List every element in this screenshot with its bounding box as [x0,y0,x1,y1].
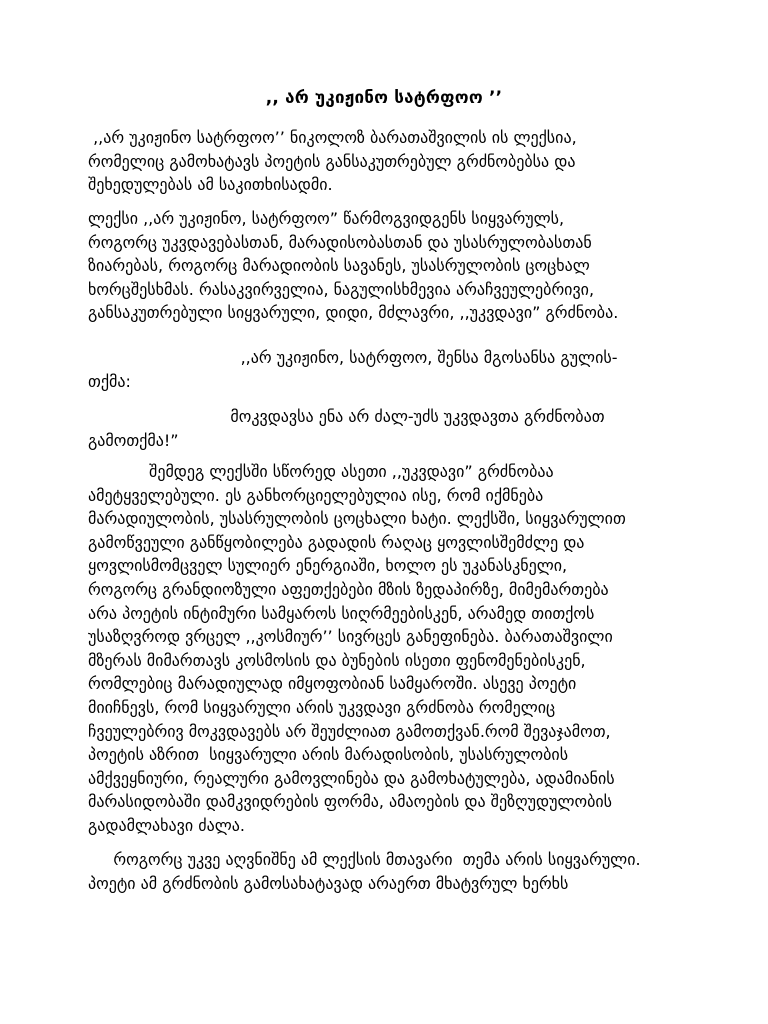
paragraph-line: მარადიულობის, უსასრულობის ცოცხალი ხატი. ლექსში, სიყვარულით [88,509,626,529]
paragraph-line: გამოწვეული განწყობილება გადადის რაღაც ყოვლისშემძლე და [88,532,585,552]
paragraph-line: ამქვეყნიური, რეალური გამოვლინება და გამოხატულება, ადამიანის [88,768,615,788]
paragraph-line: პოეტის აზრით სიყვარული არის მარადისობის, უსასრულობის [88,745,569,765]
analysis-paragraph [88,207,728,325]
closing-paragraph [88,848,728,895]
paragraph-line: რომლებიც მარადიულად იმყოფობიან სამყაროში. ასევე პოეტი [88,674,577,694]
paragraph-line: რომელიც გამოხატავს პოეტის განსაკუთრებულ გრძნობებსა და [88,151,576,171]
paragraph-line: უსაზღვროდ ვრცელ ,,კოსმიურ’’ სივრცეს განეფინება. ბარათაშვილი [88,627,613,647]
paragraph-line: როგორც გრანდიოზული აფეთქებები მზის ზედაპირზე, მიმემართება [88,579,609,599]
paragraph-line: ხორცშესხმას. რასაკვირველია, ნაგულისხმევია არაჩვეულებრივი, [88,279,595,299]
quote-line: ,,არ უკიჟინო, სატრფოო, შენსა მგოსანსა გულის- [88,348,618,367]
paragraph-line: ჩვეულებრივ მოკვდავებს არ შეუძლიათ გამოთქვან.რომ შევაჯამოთ, [88,721,611,741]
quote-verse-2 [88,405,728,452]
paragraph-line: განსაკუთრებული სიყვარული, დიდი, მძლავრი, ,,უკვდავი” გრძნობა. [88,303,619,323]
paragraph-line: ზიარებას, როგორც მარადიობის სავანეს, უსასრულობის ცოცხალ [88,256,590,276]
paragraph-line: შემდეგ ლექსში სწორედ ასეთი ,,უკვდავი” გრძნობაა [88,462,554,481]
paragraph-line: არა პოეტის ინტიმური სამყაროს სიღრმეებისკენ, არამედ თითქოს [88,603,595,623]
paragraph-line: მარასიდობაში დამკვიდრების ფორმა, ამაოების და შეზღუდულობის [88,792,612,812]
paragraph-line: მზერას მიმართავს კოსმოსის და ბუნების ისეთი ფენომენებისკენ, [88,650,586,670]
paragraph-line: გადამლახავი ძალა. [88,815,245,835]
paragraph-line: ,,არ უკიჟინო სატრფოო’’ ნიკოლოზ ბარათაშვილის ის ლექსია, [88,128,577,147]
paragraph-line: როგორც უკვე აღვნიშნე ამ ლექსის მთავარი თემა არის სიყვარული. [88,850,641,869]
quote-line: მოკვდავსა ენა არ ძალ-უძს უკვდავთა გრძნობათ [88,407,605,426]
quote-line: გამოთქმა!” [88,430,179,450]
paragraph-line: როგორც უკვდავებასთან, მარადისობასთან და უსასრულობასთან [88,232,592,252]
paragraph-line: ლექსი ,,არ უკიჟინო, სატრფოო” წარმოგვიდგენს სიყვარულს, [88,209,565,228]
paragraph-line: მიიჩნევს, რომ სიყვარული არის უკვდავი გრძნობა რომელიც [88,697,556,717]
quote-verse-1 [88,346,728,393]
paragraph-line: შეხედულებას ამ საკითხისადმი. [88,175,333,195]
paragraph-line: პოეტი ამ გრძნობის გამოსახატავად არაერთ მხატვრულ ხერხს [88,873,569,893]
paragraph-line: ყოვლისმომცველ სულიერ ენერგიაში, ხოლო ეს უკანასკნელი, [88,556,568,576]
paragraph-line: ამეტყველებული. ეს განხორციელებულია ისე, რომ იქმნება [88,485,544,505]
document-title: ,, არ უკიჟინო სატრფოო ’’ [265,88,503,108]
intro-paragraph [88,126,728,197]
body-paragraph [88,460,728,838]
quote-line: თქმა: [88,371,131,391]
